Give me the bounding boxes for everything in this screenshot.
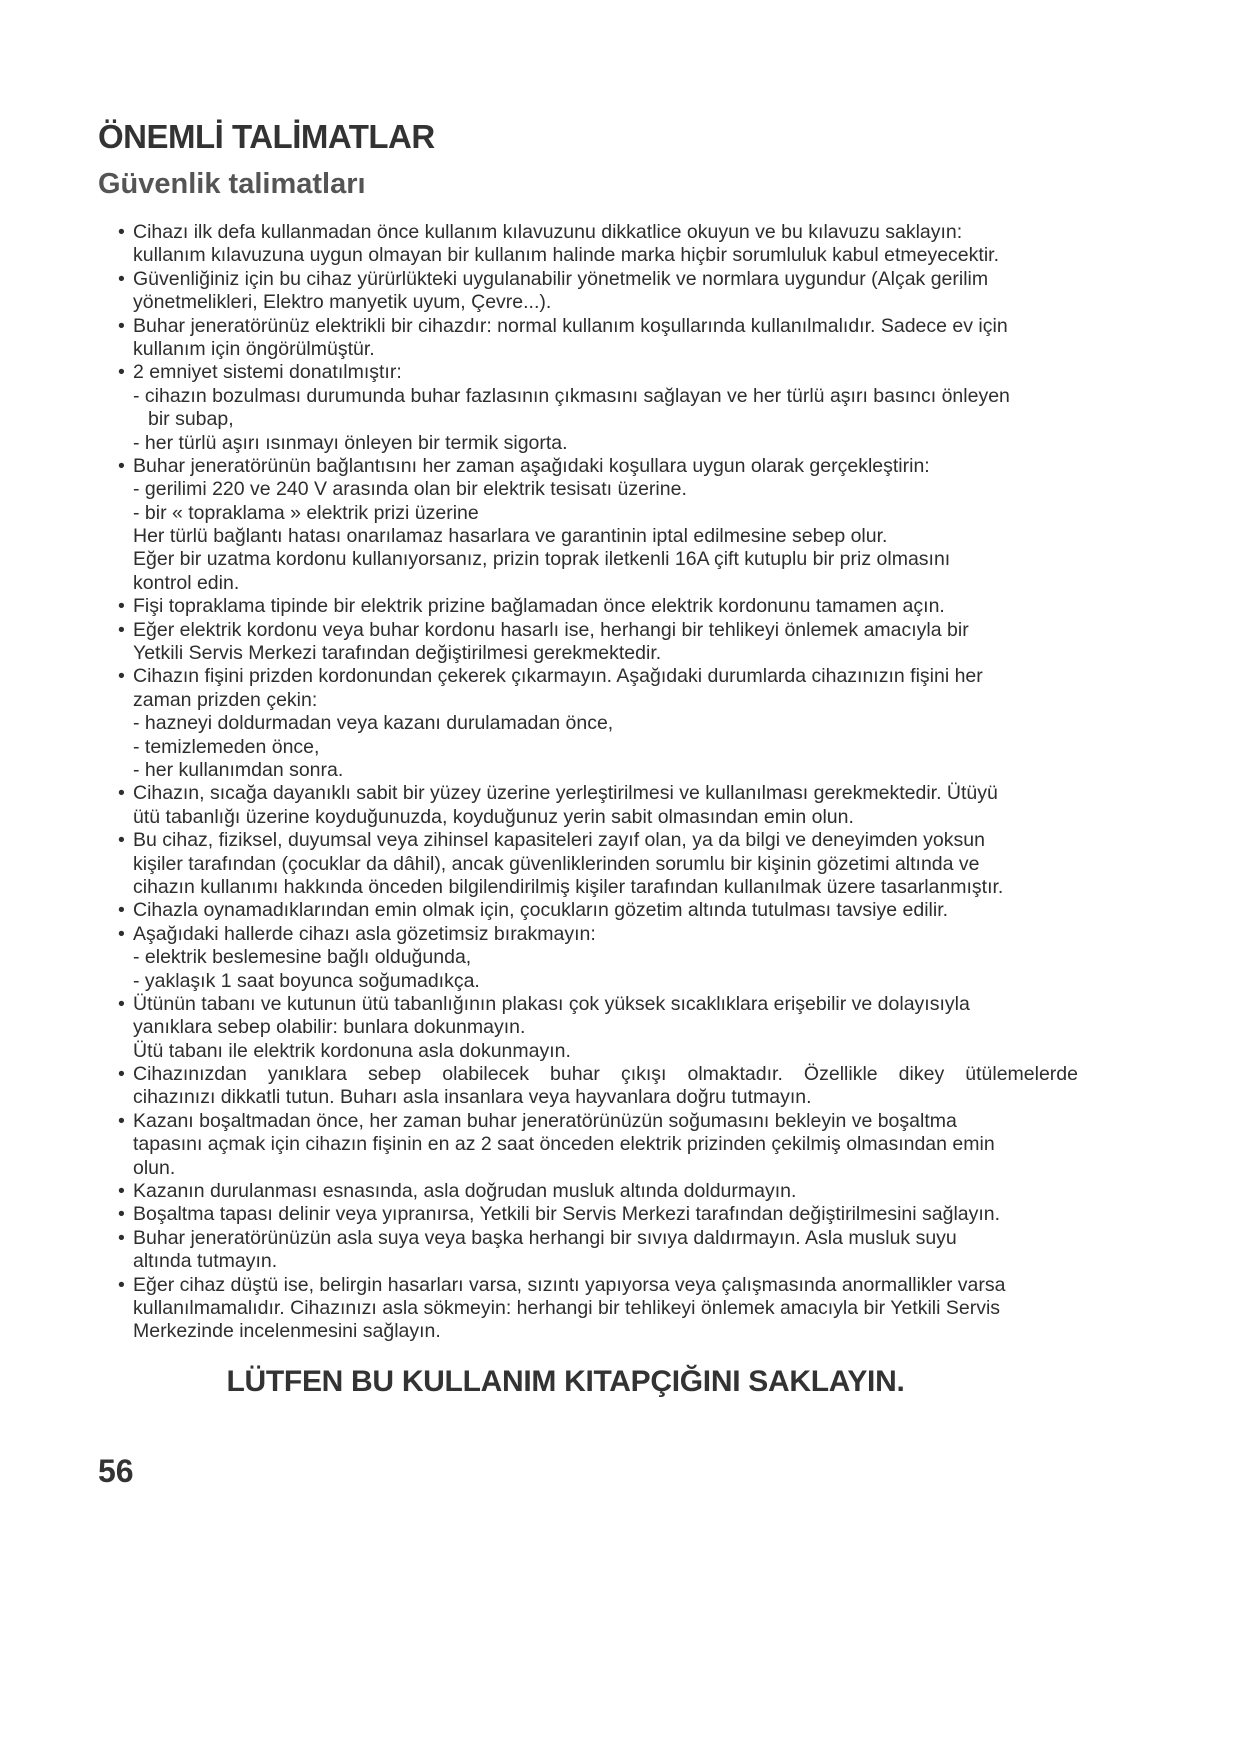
section-subtitle: Güvenlik talimatları bbox=[98, 168, 366, 200]
bullet-icon: • bbox=[118, 1273, 125, 1296]
list-item-line bbox=[118, 619, 1080, 642]
line-text: olun. bbox=[133, 1156, 176, 1179]
line-text: - temizlemeden önce, bbox=[133, 735, 320, 758]
bullet-icon: • bbox=[118, 1109, 125, 1132]
list-item-continuation bbox=[118, 1320, 1080, 1343]
list-item-line bbox=[118, 899, 1080, 922]
line-text: Ütünün tabanı ve kutunun ütü tabanlığının plakası çok yüksek sıcaklıklara erişebilir ve dolayısıyla bbox=[133, 992, 970, 1015]
list-item-continuation bbox=[118, 408, 1080, 431]
list-item-continuation bbox=[118, 385, 1080, 408]
line-text: - bir « topraklama » elektrik prizi üzerine bbox=[133, 501, 479, 524]
line-text: - her kullanımdan sonra. bbox=[133, 758, 344, 781]
line-text: Eğer elektrik kordonu veya buhar kordonu hasarlı ise, herhangi bir tehlikeyi önlemek amacıyla bir bbox=[133, 618, 969, 641]
bullet-icon: • bbox=[118, 665, 125, 688]
line-text: zaman prizden çekin: bbox=[133, 688, 318, 711]
list-item-line bbox=[118, 1203, 1080, 1226]
bullet-icon: • bbox=[118, 267, 125, 290]
list-item-continuation bbox=[118, 1133, 1080, 1156]
bullet-icon: • bbox=[118, 829, 125, 852]
list-item-continuation bbox=[118, 1040, 1080, 1063]
line-text: kişiler tarafından (çocuklar da dâhil), ancak güvenliklerinden sorumlu bir kişinin gözetimi altında ve bbox=[133, 852, 980, 875]
line-text: Kazanı boşaltmadan önce, her zaman buhar jeneratörünüzün soğumasını bekleyin ve boşaltma bbox=[133, 1109, 957, 1132]
line-text: Eğer cihaz düştü ise, belirgin hasarları varsa, sızıntı yapıyorsa veya çalışmasında anormallikler varsa bbox=[133, 1273, 1006, 1296]
line-text: - yaklaşık 1 saat boyunca soğumadıkça. bbox=[133, 969, 480, 992]
list-item-continuation bbox=[118, 946, 1080, 969]
line-text: Aşağıdaki hallerde cihazı asla gözetimsiz bırakmayın: bbox=[133, 922, 596, 945]
line-text: kullanım için öngörülmüştür. bbox=[133, 337, 375, 360]
bullet-icon: • bbox=[118, 899, 125, 922]
line-text: - elektrik beslemesine bağlı olduğunda, bbox=[133, 946, 472, 969]
list-item-continuation bbox=[118, 970, 1080, 993]
list-item-line bbox=[118, 782, 1080, 805]
line-text: Cihazın, sıcağa dayanıklı sabit bir yüzey üzerine yerleştirilmesi ve kullanılması gerekmektedir. Ütüyü bbox=[133, 782, 998, 805]
line-text: Fişi topraklama tipinde bir elektrik prizine bağlamadan önce elektrik kordonunu tamamen açın. bbox=[133, 595, 945, 618]
list-item-continuation bbox=[118, 1157, 1080, 1180]
list-item-continuation bbox=[118, 876, 1080, 899]
list-item-line bbox=[118, 1110, 1080, 1133]
list-item-continuation bbox=[118, 689, 1080, 712]
list-item-line bbox=[118, 665, 1080, 688]
line-text: Buhar jeneratörünüz elektrikli bir cihazdır: normal kullanım koşullarında kullanılmalıdır. Sadece ev için bbox=[133, 314, 1008, 337]
line-text: yanıklara sebep olabilir: bunlara dokunmayın. bbox=[133, 1016, 526, 1039]
list-item-continuation bbox=[118, 525, 1080, 548]
bullet-icon: • bbox=[118, 992, 125, 1015]
list-item-continuation bbox=[118, 1250, 1080, 1273]
bullet-icon: • bbox=[118, 1203, 125, 1226]
line-text: cihazın kullanımı hakkında önceden bilgilendirilmiş kişiler tarafından kullanılmak üzere tasarlanmıştır. bbox=[133, 875, 1004, 898]
list-item-line bbox=[118, 595, 1080, 618]
bullet-icon: • bbox=[118, 361, 125, 384]
line-text: - gerilimi 220 ve 240 V arasında olan bir elektrik tesisatı üzerine. bbox=[133, 478, 687, 501]
line-text: Yetkili Servis Merkezi tarafından değiştirilmesi gerekmektedir. bbox=[133, 642, 662, 665]
list-item-line bbox=[118, 1180, 1080, 1203]
bullet-icon: • bbox=[118, 618, 125, 641]
list-item-continuation bbox=[118, 712, 1080, 735]
line-text: yönetmelikleri, Elektro manyetik uyum, Çevre...). bbox=[133, 291, 552, 314]
list-item-line bbox=[118, 829, 1080, 852]
list-item-line bbox=[118, 361, 1080, 384]
line-text: tapasını açmak için cihazın fişinin en az 2 saat önceden elektrik prizinden çekilmiş olmasından emin bbox=[133, 1133, 995, 1156]
list-item-line bbox=[118, 455, 1080, 478]
line-text: ütü tabanlığı üzerine koyduğunuzda, koyduğunuz yerin sabit olmasından emin olun. bbox=[133, 805, 854, 828]
bullet-icon: • bbox=[118, 922, 125, 945]
list-item-continuation bbox=[118, 572, 1080, 595]
list-item-continuation bbox=[118, 1086, 1080, 1109]
list-item-continuation bbox=[118, 1016, 1080, 1039]
line-text: Kazanın durulanması esnasında, asla doğrudan musluk altında doldurmayın. bbox=[133, 1180, 797, 1203]
line-text: Buhar jeneratörünün bağlantısını her zaman aşağıdaki koşullara uygun olarak gerçekleştirin: bbox=[133, 454, 930, 477]
bullet-icon: • bbox=[118, 314, 125, 337]
bullet-icon: • bbox=[118, 1226, 125, 1249]
list-item-line bbox=[118, 993, 1080, 1016]
line-text: altında tutmayın. bbox=[133, 1250, 278, 1273]
line-text: Güvenliğiniz için bu cihaz yürürlükteki uygulanabilir yönetmelik ve normlara uygundur (Alçak gerilim bbox=[133, 267, 989, 290]
list-item-continuation bbox=[118, 736, 1080, 759]
line-text: Cihazın fişini prizden kordonundan çekerek çıkarmayın. Aşağıdaki durumlarda cihazınızın fişini her bbox=[133, 665, 983, 688]
list-item-line bbox=[118, 1274, 1080, 1297]
page-title: ÖNEMLİ TALİMATLAR bbox=[98, 118, 435, 155]
line-text: Cihazı ilk defa kullanmadan önce kullanım kılavuzunu dikkatlice okuyun ve bu kılavuzu saklayın: bbox=[133, 221, 963, 243]
bullet-icon: • bbox=[118, 595, 125, 618]
bullet-icon: • bbox=[118, 782, 125, 805]
line-text: Merkezinde incelenmesini sağlayın. bbox=[133, 1320, 441, 1343]
list-item-continuation bbox=[118, 338, 1080, 361]
line-text: Cihazla oynamadıklarından emin olmak için, çocukların gözetim altında tutulması tavsiye edilir. bbox=[133, 899, 949, 922]
list-item-continuation bbox=[118, 291, 1080, 314]
line-text: bir subap, bbox=[148, 408, 234, 431]
list-item-line bbox=[118, 1063, 1080, 1086]
line-text: Ütü tabanı ile elektrik kordonuna asla dokunmayın. bbox=[133, 1039, 571, 1062]
line-text: kontrol edin. bbox=[133, 571, 240, 594]
line-text: 2 emniyet sistemi donatılmıştır: bbox=[133, 361, 402, 384]
line-text: - cihazın bozulması durumunda buhar fazlasının çıkmasını sağlayan ve her türlü aşırı basıncı önleyen bbox=[133, 384, 1010, 407]
line-text: Cihazınızdan yanıklara sebep olabilecek buhar çıkışı olmaktadır. Özellikle dikey ütülemelerde bbox=[133, 1063, 1078, 1086]
line-text: cihazınızı dikkatli tutun. Buharı asla insanlara veya hayvanlara doğru tutmayın. bbox=[133, 1086, 812, 1109]
list-item-line bbox=[118, 1227, 1080, 1250]
keep-manual-note: LÜTFEN BU KULLANIM KITAPÇIĞINI SAKLAYIN. bbox=[226, 1365, 905, 1398]
line-text: Her türlü bağlantı hatası onarılamaz hasarlara ve garantinin iptal edilmesine sebep olur. bbox=[133, 525, 888, 548]
line-text: - her türlü aşırı ısınmayı önleyen bir termik sigorta. bbox=[133, 431, 568, 454]
page-number: 56 bbox=[98, 1453, 134, 1489]
bullet-icon: • bbox=[118, 454, 125, 477]
line-text: Boşaltma tapası delinir veya yıpranırsa, Yetkili bir Servis Merkezi tarafından değiştirilmesini sağlayın. bbox=[133, 1203, 1001, 1226]
list-item-continuation bbox=[118, 806, 1080, 829]
list-item-continuation bbox=[118, 548, 1080, 571]
list-item-continuation bbox=[118, 1297, 1080, 1320]
line-text: kullanılmamalıdır. Cihazınızı asla sökmeyin: herhangi bir tehlikeyi önlemek amacıyla bir Yetkili Servis bbox=[133, 1296, 1001, 1319]
line-text: Eğer bir uzatma kordonu kullanıyorsanız, prizin toprak iletkenli 16A çift kutuplu bir priz olmasını bbox=[133, 548, 951, 571]
list-item-line bbox=[118, 268, 1080, 291]
list-item-continuation bbox=[118, 478, 1080, 501]
line-text: Bu cihaz, fiziksel, duyumsal veya zihinsel kapasiteleri zayıf olan, ya da bilgi ve deneyimden yoksun bbox=[133, 829, 985, 852]
list-item-continuation bbox=[118, 759, 1080, 782]
line-text: kullanım kılavuzuna uygun olmayan bir kullanım halinde marka hiçbir sorumluluk kabul etmeyecektir. bbox=[133, 244, 999, 267]
bullet-icon: • bbox=[118, 221, 125, 243]
list-item-continuation bbox=[118, 853, 1080, 876]
list-item-line bbox=[118, 221, 1080, 244]
bullet-icon: • bbox=[118, 1180, 125, 1203]
list-item-continuation bbox=[118, 642, 1080, 665]
safety-instructions-list bbox=[118, 221, 1080, 1344]
line-text: - hazneyi doldurmadan veya kazanı durulamadan önce, bbox=[133, 712, 614, 735]
list-item-continuation bbox=[118, 502, 1080, 525]
line-text: Buhar jeneratörünüzün asla suya veya başka herhangi bir sıvıya daldırmayın. Asla musluk suyu bbox=[133, 1226, 957, 1249]
list-item-line bbox=[118, 923, 1080, 946]
bullet-icon: • bbox=[118, 1063, 125, 1086]
list-item-line bbox=[118, 315, 1080, 338]
list-item-continuation bbox=[118, 244, 1080, 267]
list-item-continuation bbox=[118, 432, 1080, 455]
